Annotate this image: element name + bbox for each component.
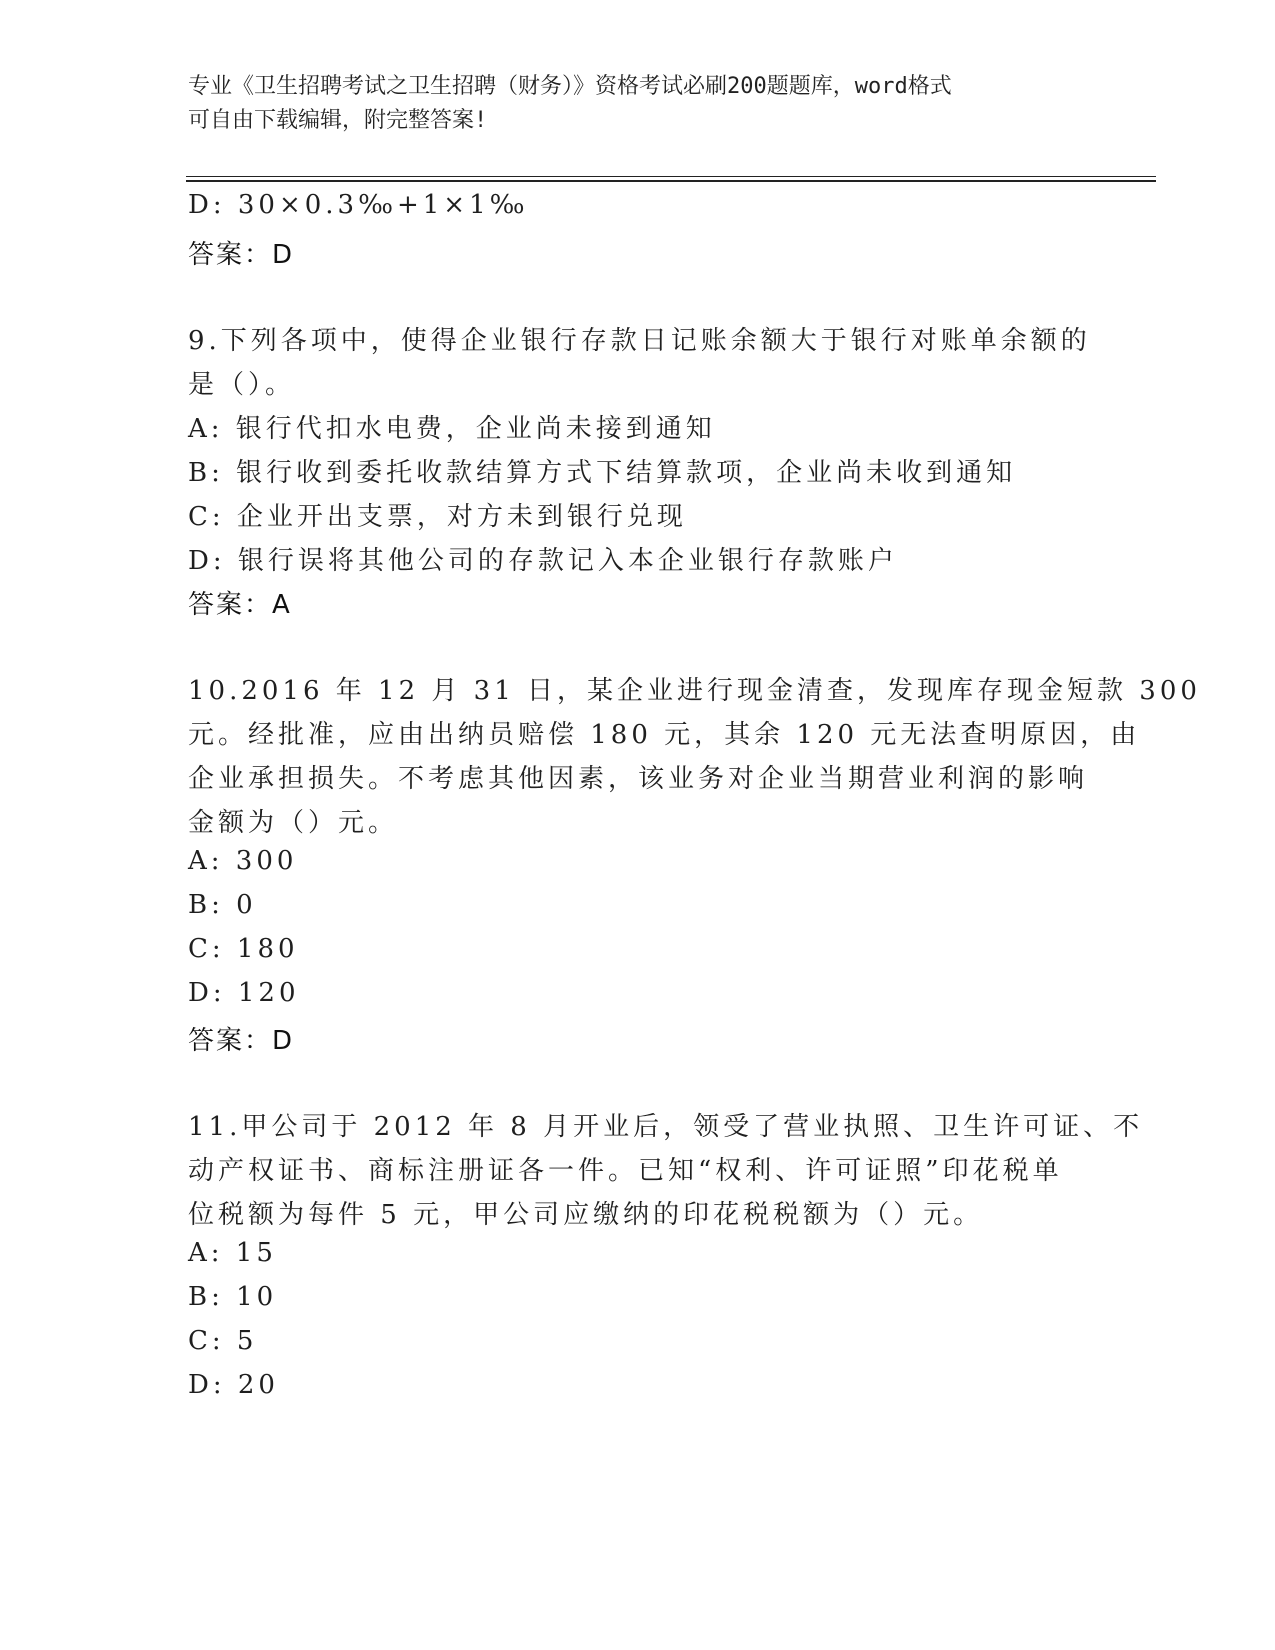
q8-option-d: D: 30×0.3‰+1×1‰ [188,190,529,220]
q11-option-b: B: 10 [188,1282,278,1312]
header-line-1: 专业《卫生招聘考试之卫生招聘（财务）》资格考试必刷200题题库，word格式 [188,74,952,99]
q11-option-d: D: 20 [188,1370,279,1400]
header-divider-thick [186,180,1156,182]
q9-option-c: C: 企业开出支票，对方未到银行兑现 [188,502,687,532]
q9-stem-line-2: 是（）。 [188,370,296,400]
q10-stem-line-4: 金额为（）元。 [188,808,399,838]
q11-option-c: C: 5 [188,1326,258,1356]
q10-answer: 答案：D [188,1026,295,1056]
header-text [188,70,1068,138]
q9-option-a: A: 银行代扣水电费，企业尚未接到通知 [188,414,716,444]
q8-answer: 答案：D [188,240,295,270]
q9-stem-line-1: 9.下列各项中，使得企业银行存款日记账余额大于银行对账单余额的 [188,326,1091,356]
header-divider-thin [186,176,1156,177]
q11-stem-line-3: 位税额为每件 5 元，甲公司应缴纳的印花税税额为（）元。 [188,1200,984,1230]
q9-option-d: D: 银行误将其他公司的存款记入本企业银行存款账户 [188,546,898,576]
q10-option-b: B: 0 [188,890,257,920]
q10-stem-line-2: 元。经批准，应由出纳员赔偿 180 元，其余 120 元无法查明原因，由 [188,720,1141,750]
q10-stem-line-1: 10.2016 年 12 月 31 日，某企业进行现金清查，发现库存现金短款 300 [188,676,1201,706]
q10-option-c: C: 180 [188,934,299,964]
q11-stem-line-1: 11.甲公司于 2012 年 8 月开业后，领受了营业执照、卫生许可证、不 [188,1112,1144,1142]
q10-option-a: A: 300 [188,846,298,876]
header-line-2: 可自由下载编辑，附完整答案! [188,108,488,133]
q9-option-b: B: 银行收到委托收款结算方式下结算款项，企业尚未收到通知 [188,458,1017,488]
q10-stem-line-3: 企业承担损失。不考虑其他因素，该业务对企业当期营业利润的影响 [188,764,1089,794]
q9-answer: 答案：A [188,590,292,620]
q11-option-a: A: 15 [188,1238,277,1268]
q11-stem-line-2: 动产权证书、商标注册证各一件。已知“权利、许可证照”印花税单 [188,1156,1063,1186]
q10-option-d: D: 120 [188,978,300,1008]
